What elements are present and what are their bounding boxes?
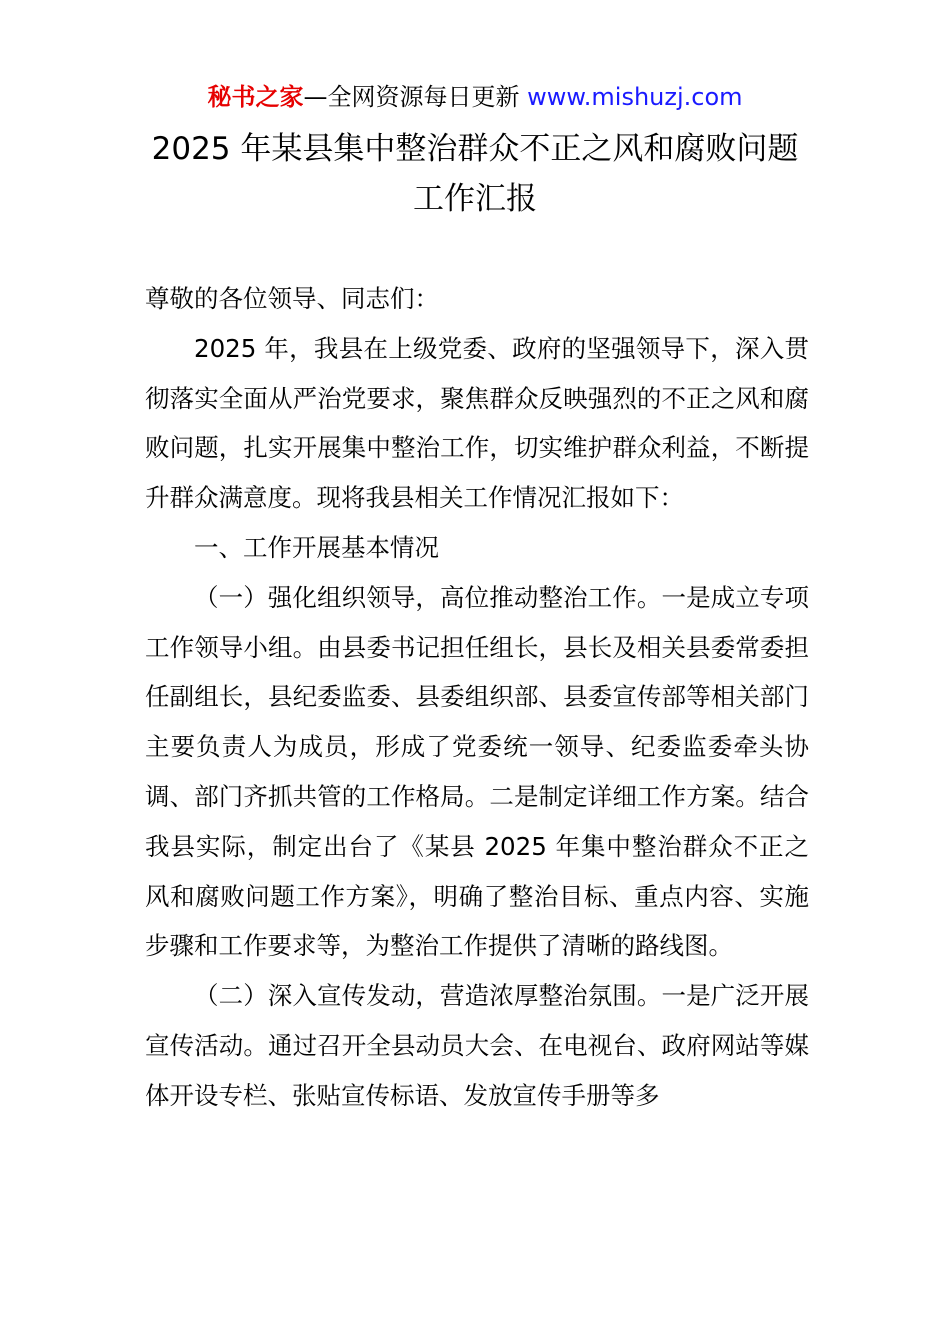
section-heading: 一、工作开展基本情况 — [194, 532, 439, 562]
document-body — [145, 274, 809, 1121]
salutation: 尊敬的各位领导、同志们： — [145, 284, 439, 313]
paragraph-intro: 2025 年，我县在上级党委、政府的坚强领导下，深入贯彻落实全面从严治党要求，聚焦群众反映强烈的不正之风和腐败问题，扎实开展集中整治工作，切实维护群众利益，不断提升群众满意度。现将我县相关工作情况汇报如下： — [145, 333, 809, 513]
site-name: 秘书之家 — [207, 83, 304, 111]
title-line-1: 2025 年某县集中整治群众不正之风和腐败问题 — [151, 131, 799, 167]
document-title — [0, 124, 950, 224]
site-tagline: —全网资源每日更新 — [303, 83, 528, 111]
site-header — [0, 80, 950, 114]
paragraph-publicity: （二）深入宣传发动，营造浓厚整治氛围。一是广泛开展宣传活动。通过召开全县动员大会、在电视台、政府网站等媒体开设专栏、张贴宣传标语、发放宣传手册等多 — [145, 981, 809, 1110]
paragraph-organization: （一）强化组织领导，高位推动整治工作。一是成立专项工作领导小组。由县委书记担任组长，县长及相关县委常委担任副组长，县纪委监委、县委组织部、县委宣传部等相关部门主要负责人为成员，形成了党委统一领导、纪委监委牵头协调、部门齐抓共管的工作格局。二是制定详细工作方案。结合我县实际，制定出台了《某县 2025 年集中整治群众不正之风和腐败问题工作方案》，明确了整治目标、重点内容、实施步骤和工作要求等，为整治工作提供了清晰的路线图。 — [145, 582, 809, 961]
title-line-2: 工作汇报 — [413, 181, 537, 217]
site-url-link[interactable]: www.mishuzj.com — [527, 83, 743, 111]
